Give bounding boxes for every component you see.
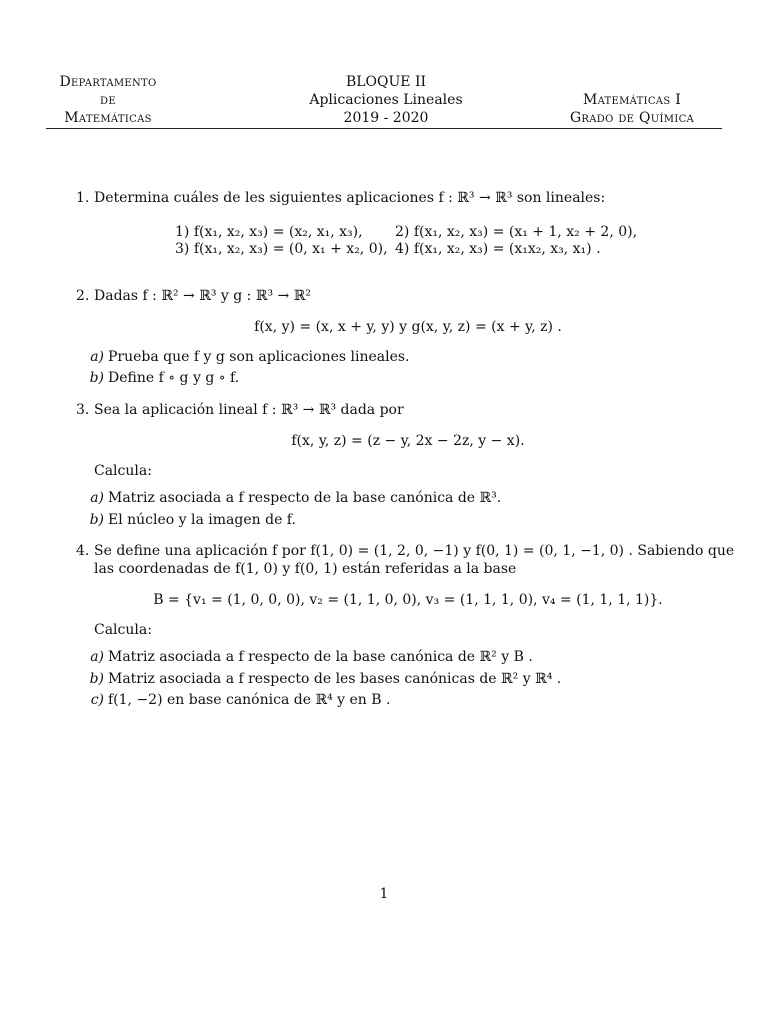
department-line: Matemáticas xyxy=(64,110,152,126)
subitem xyxy=(89,370,722,388)
subitem-label: a) xyxy=(90,348,104,365)
department-line: de xyxy=(100,92,116,108)
subitem-list xyxy=(89,649,722,710)
problem-2 xyxy=(76,288,722,388)
academic-year: 2019 - 2020 xyxy=(343,110,429,126)
subitem xyxy=(90,490,722,508)
problem-statement: Dadas f : ℝ² → ℝ³ y g : ℝ³ → ℝ² xyxy=(94,287,311,304)
problem-number: 4. xyxy=(76,543,90,559)
problem-4 xyxy=(76,543,735,710)
function-item: 3) f(x₁, x₂, x₃) = (0, x₁ + x₂, 0), xyxy=(175,241,388,257)
header-rule xyxy=(46,128,722,129)
page-number: 1 xyxy=(379,886,389,902)
subitem-label: b) xyxy=(89,370,104,386)
subitem-text: Matriz asociada a f respecto de la base canónica de ℝ³. xyxy=(108,490,502,506)
problem-list xyxy=(76,190,735,714)
block-title: BLOQUE II xyxy=(345,74,427,90)
subitem-list xyxy=(89,348,722,388)
subitem-text: Matriz asociada a f respecto de la base canónica de ℝ² y B . xyxy=(108,649,533,665)
display-equation: f(x, y) = (x, x + y, y) y g(x, y, z) = (x + y, z) . xyxy=(254,319,562,335)
page-header xyxy=(46,73,722,129)
subitem-text: f(1, −2) en base canónica de ℝ⁴ y en B . xyxy=(108,692,391,708)
function-list xyxy=(175,224,722,259)
department-block xyxy=(46,73,170,127)
subitem-label: c) xyxy=(90,692,104,708)
function-item: 4) f(x₁, x₂, x₃) = (x₁x₂, x₃, x₁) . xyxy=(395,241,601,257)
display-equation: B = {v₁ = (1, 0, 0, 0), v₂ = (1, 1, 0, 0), v₃ = (1, 1, 1, 0), v₄ = (1, 1, 1, 1)}. xyxy=(153,592,663,608)
subitem xyxy=(90,348,722,367)
course-name: Matemáticas I xyxy=(582,92,682,108)
topic-title: Aplicaciones Lineales xyxy=(309,92,463,108)
subitem-label: b) xyxy=(89,670,104,687)
subitem-text: Define f ∘ g y g ∘ f. xyxy=(108,370,240,386)
subitem-label: a) xyxy=(90,649,104,665)
problem-statement: Se define una aplicación f por f(1, 0) = (1, 2, 0, −1) y f(0, 1) = (0, 1, −1, 0) . Sabiendo que xyxy=(94,543,735,559)
problem-statement-continued: las coordenadas de f(1, 0) y f(0, 1) están referidas a la base xyxy=(94,560,517,577)
course-block xyxy=(542,91,722,127)
function-item: 1) f(x₁, x₂, x₃) = (x₂, x₁, x₃), xyxy=(175,223,363,240)
subitem xyxy=(89,670,722,689)
calcula-label: Calcula: xyxy=(94,621,152,638)
problem-number: 2. xyxy=(76,287,90,304)
subitem-list xyxy=(89,490,722,529)
subitem-text: El núcleo y la imagen de f. xyxy=(108,511,296,528)
subitem xyxy=(89,511,722,530)
subitem xyxy=(90,649,722,667)
department-line: Departamento xyxy=(59,74,157,90)
title-block xyxy=(296,73,476,127)
problem-number: 1. xyxy=(76,190,90,206)
degree-name: Grado de Química xyxy=(569,110,695,126)
problem-1 xyxy=(76,190,722,259)
problem-statement: Sea la aplicación lineal f : ℝ³ → ℝ³ dada por xyxy=(94,401,404,418)
subitem xyxy=(90,692,722,710)
calcula-label: Calcula: xyxy=(94,462,152,479)
subitem-label: a) xyxy=(90,490,104,506)
problem-statement: Determina cuáles de les siguientes aplicaciones f : ℝ³ → ℝ³ son lineales: xyxy=(94,190,606,206)
function-item: 2) f(x₁, x₂, x₃) = (x₁ + 1, x₂ + 2, 0), xyxy=(395,223,638,240)
display-equation: f(x, y, z) = (z − y, 2x − 2z, y − x). xyxy=(291,433,525,449)
subitem-label: b) xyxy=(89,511,104,528)
subitem-text: Prueba que f y g son aplicaciones lineales. xyxy=(108,348,410,365)
problem-number: 3. xyxy=(76,401,90,418)
problem-3 xyxy=(76,402,722,530)
subitem-text: Matriz asociada a f respecto de les bases canónicas de ℝ² y ℝ⁴ . xyxy=(108,670,562,687)
